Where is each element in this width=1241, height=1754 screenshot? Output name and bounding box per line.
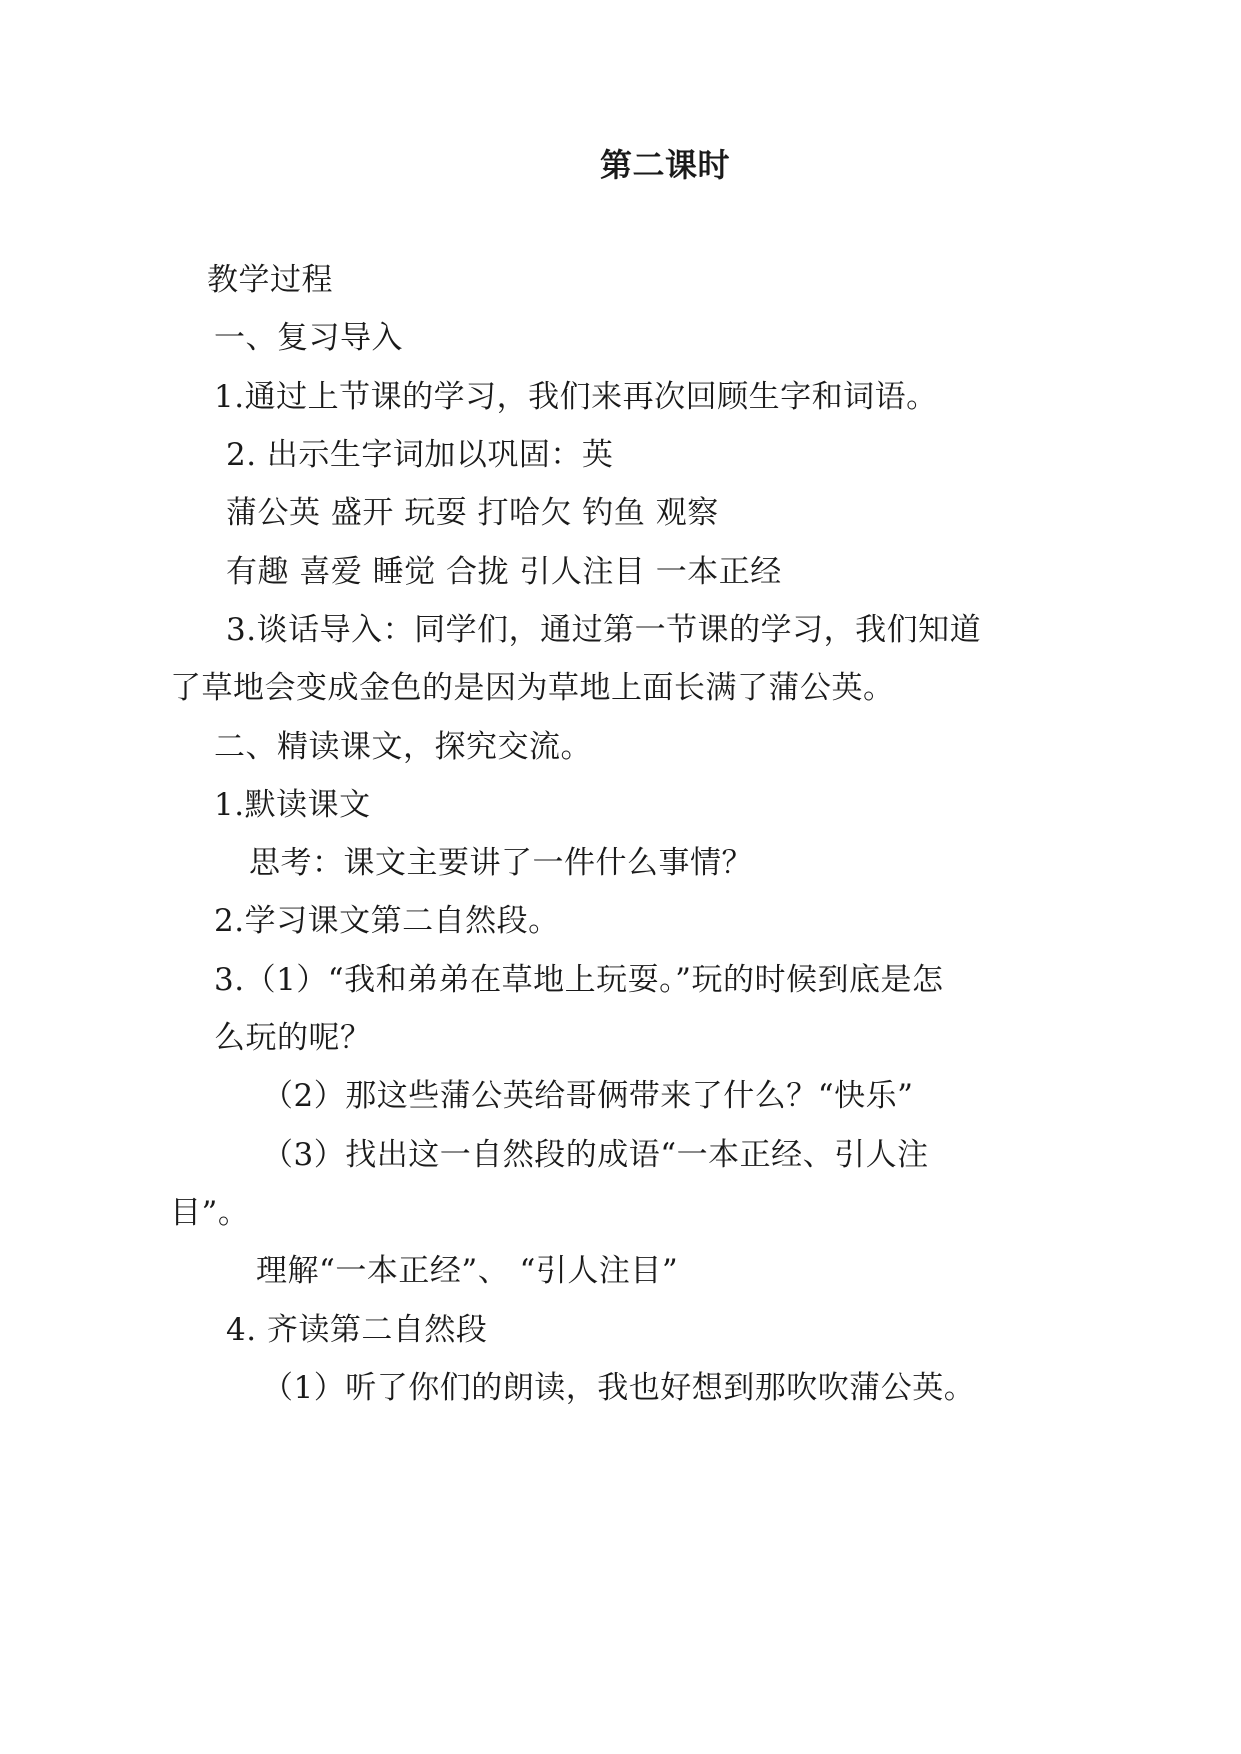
paragraph-line: 3.（1）“我和弟弟在草地上玩耍。”玩的时候到底是怎 <box>214 962 944 998</box>
paragraph-line: （3）找出这一自然段的成语“一本正经、引人注 <box>262 1137 929 1173</box>
paragraph-line: 了草地会变成金色的是因为草地上面长满了蒲公英。 <box>170 670 895 706</box>
paragraph-line: 2. 出示生字词加以巩固：英 <box>226 437 614 473</box>
vocabulary-line: 蒲公英 盛开 玩耍 打哈欠 钓鱼 观察 <box>226 495 719 531</box>
vocabulary-line: 有趣 喜爱 睡觉 合拢 引人注目 一本正经 <box>226 554 782 590</box>
paragraph-line: （2）那这些蒲公英给哥俩带来了什么？“快乐” <box>262 1078 914 1114</box>
paragraph-line: 目”。 <box>170 1195 250 1231</box>
section-heading-close-reading: 二、精读课文，探究交流。 <box>214 729 592 765</box>
paragraph-line: 思考：课文主要讲了一件什么事情？ <box>249 845 753 881</box>
paragraph-line: 2.学习课文第二自然段。 <box>214 903 560 939</box>
paragraph-line: 理解“一本正经”、 “引人注目” <box>256 1253 679 1289</box>
paragraph-line: 1.通过上节课的学习，我们来再次回顾生字和词语。 <box>214 379 938 415</box>
paragraph-line: 3.谈话导入：同学们，通过第一节课的学习，我们知道 <box>226 612 982 648</box>
section-heading-review: 一、复习导入 <box>214 320 403 356</box>
paragraph-line: 1.默读课文 <box>214 787 371 823</box>
paragraph-line: （1）听了你们的朗读，我也好想到那吹吹蒲公英。 <box>262 1370 976 1406</box>
paragraph-line: 4. 齐读第二自然段 <box>226 1312 488 1348</box>
section-heading-teaching-process: 教学过程 <box>207 262 333 298</box>
page-title: 第二课时 <box>600 146 731 184</box>
paragraph-line: 么玩的呢？ <box>214 1020 372 1056</box>
